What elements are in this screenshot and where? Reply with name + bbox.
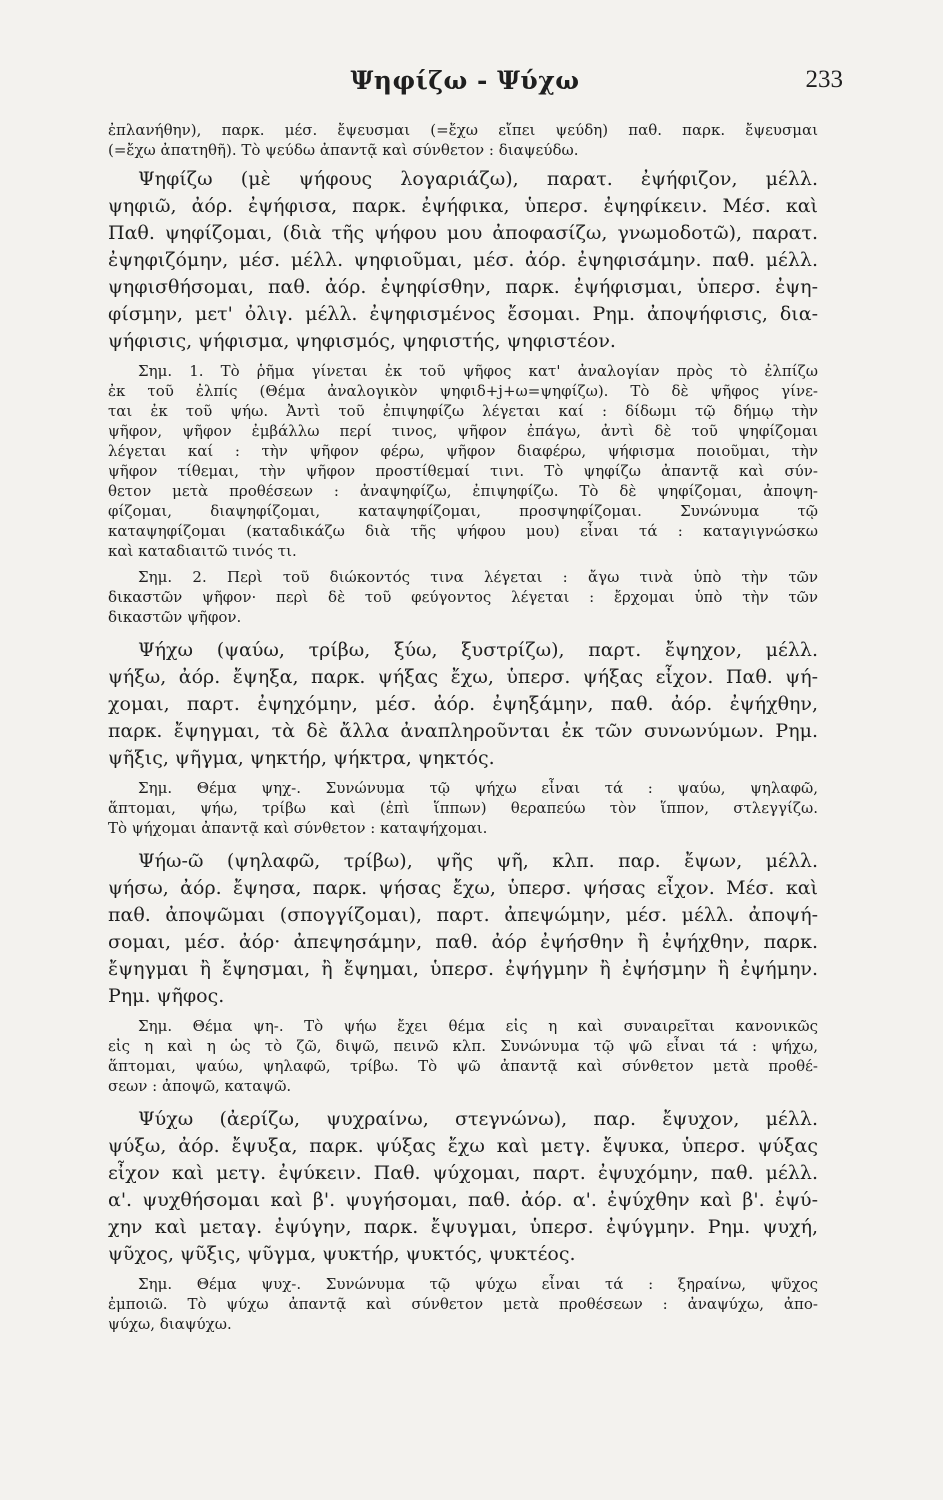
text-line: Ψηφίζω (μὲ ψήφους λογαριάζω), παρατ. ἐψήφιζον, μέλλ. — [138, 168, 818, 190]
paragraph-gap — [108, 1096, 818, 1106]
text-line: (=ἔχω ἀπατηθῆ). Τὸ ψεύδω ἀπαντᾷ καὶ σύνθετον : διαψεύδω. — [108, 141, 579, 159]
text-line: καὶ καταδιαιτῶ τινός τι. — [108, 542, 297, 560]
text-line: ἅπτομαι, ψαύω, ψηλαφῶ, τρίβω. Τὸ ψῶ ἀπαντᾷ καὶ σύνθετον μετὰ προθέ- — [108, 1057, 818, 1075]
entry-paragraph — [108, 166, 818, 355]
text-line: θετον μετὰ προθέσεων : ἀναψηφίζω, ἐπιψηφίζω. Τὸ δὲ ψηφίζομαι, ἀποψη- — [108, 482, 818, 500]
text-line: ψύξω, ἀόρ. ἔψυξα, παρκ. ψύξας ἔχω καὶ μετγ. ἔψυκα, ὑπερσ. ψύξας — [108, 1135, 818, 1157]
text-line: Παθ. ψηφίζομαι, (διὰ τῆς ψήφου μου ἀποφασίζω, γνωμοδοτῶ), παρατ. — [108, 222, 818, 244]
text-line: λέγεται καί : τὴν ψῆφον φέρω, ψῆφον διαφέρω, ψήφισμα ποιοῦμαι, τὴν — [108, 442, 818, 460]
text-line: καταψηφίζομαι (καταδικάζω διὰ τῆς ψήφου μου) εἶναι τά : καταγιγνώσκω — [108, 522, 818, 540]
paragraph-gap — [108, 838, 818, 848]
text-line: ἐμποιῶ. Τὸ ψύχω ἀπαντᾷ καὶ σύνθετον μετὰ προθέσεων : ἀναψύχω, ἀπο- — [108, 1295, 818, 1313]
text-line: ψήξω, ἀόρ. ἔψηξα, παρκ. ψήξας ἔχω, ὑπερσ. ψήξας εἶχον. Παθ. ψή- — [108, 666, 818, 688]
text-line: σομαι, μέσ. ἀόρ· ἀπεψησάμην, παθ. ἀόρ ἐψήσθην ἢ ἐψήχθην, παρκ. — [108, 931, 818, 953]
entry-paragraph — [108, 637, 818, 772]
text-line: Ψήχω (ψαύω, τρίβω, ξύω, ξυστρίζω), παρτ. ἔψηχον, μέλλ. — [138, 639, 818, 661]
text-line: ται ἐκ τοῦ ψήω. Ἀντὶ τοῦ ἐπιψηφίζω λέγεται καί : δίδωμι τῷ δήμῳ τὴν — [108, 402, 818, 420]
text-line: Σημ. Θέμα ψηχ-. Συνώνυμα τῷ ψήχω εἶναι τά : ψαύω, ψηλαφῶ, — [138, 779, 818, 797]
text-line: ψῆφον τίθεμαι, τὴν ψῆφον προστίθεμαί τινι. Τὸ ψηφίζω ἀπαντᾷ καὶ σύν- — [108, 462, 818, 480]
text-line: ψηφισθήσομαι, παθ. ἀόρ. ἐψηφίσθην, παρκ. ἐψήφισμαι, ὑπερσ. ἐψη- — [108, 276, 818, 298]
note-paragraph — [108, 1274, 818, 1334]
text-line: Σημ. 2. Περὶ τοῦ διώκοντός τινα λέγεται : ἄγω τινὰ ὑπὸ τὴν τῶν — [138, 568, 818, 586]
text-line: δικαστῶν ψῆφον· περὶ δὲ τοῦ φεύγοντος λέγεται : ἔρχομαι ὑπὸ τὴν τῶν — [108, 588, 818, 606]
text-line: σεων : ἀποψῶ, καταψῶ. — [108, 1077, 292, 1095]
note-paragraph — [108, 567, 818, 627]
page-number: 233 — [805, 66, 843, 93]
text-line: ἐψηφιζόμην, μέσ. μέλλ. ψηφιοῦμαι, μέσ. ἀόρ. ἐψηφισάμην. παθ. μέλλ. — [108, 249, 818, 271]
text-line: εἰς η καὶ η ὡς τὸ ζῶ, διψῶ, πεινῶ κλπ. Συνώνυμα τῷ ψῶ εἶναι τά : ψήχω, — [108, 1037, 818, 1055]
running-title: Ψηφίζω - Ψύχω — [350, 66, 580, 95]
note-paragraph — [108, 778, 818, 838]
text-line: ψήφισις, ψήφισμα, ψηφισμός, ψηφιστής, ψηφιστέον. — [108, 330, 616, 352]
note-paragraph — [108, 120, 818, 160]
text-line: ἅπτομαι, ψήω, τρίβω καὶ (ἐπὶ ἵππων) θεραπεύω τὸν ἵππον, στλεγγίζω. — [108, 799, 818, 817]
text-line: ψύχω, διαψύχω. — [108, 1315, 232, 1333]
text-line: εἶχον καὶ μετγ. ἐψύκειν. Παθ. ψύχομαι, παρτ. ἐψυχόμην, παθ. μέλλ. — [108, 1162, 818, 1184]
text-line: δικαστῶν ψῆφον. — [108, 608, 242, 626]
text-line: παθ. ἀποψῶμαι (σπογγίζομαι), παρτ. ἀπεψώμην, μέσ. μέλλ. ἀποψή- — [108, 904, 818, 926]
text-line: Ρημ. ψῆφος. — [108, 985, 225, 1007]
note-paragraph — [108, 361, 818, 561]
running-head — [0, 66, 943, 106]
text-body — [108, 120, 818, 1334]
text-line: ἔψηγμαι ἢ ἔψησμαι, ἢ ἔψημαι, ὑπερσ. ἐψήγμην ἢ ἐψήσμην ἢ ἐψήμην. — [108, 958, 818, 980]
entry-paragraph — [108, 1106, 818, 1268]
text-line: ψῆξις, ψῆγμα, ψηκτήρ, ψήκτρα, ψηκτός. — [108, 747, 495, 769]
text-line: Ψήω-ῶ (ψηλαφῶ, τρίβω), ψῆς ψῆ, κλπ. παρ. ἔψων, μέλλ. — [138, 850, 818, 872]
text-line: ἐκ τοῦ ἐλπίς (Θέμα ἀναλογικὸν ψηφιδ+j+ω=ψηφίζω). Τὸ δὲ ψῆφος γίνε- — [108, 382, 818, 400]
text-line: ψηφιῶ, ἀόρ. ἐψήφισα, παρκ. ἐψήφικα, ὑπερσ. ἐψηφίκειν. Μέσ. καὶ — [108, 195, 818, 217]
entry-paragraph — [108, 848, 818, 1010]
text-line: Σημ. 1. Τὸ ῥῆμα γίνεται ἐκ τοῦ ψῆφος κατ' ἀναλογίαν πρὸς τὸ ἐλπίζω — [138, 362, 818, 380]
text-line: φίζομαι, διαψηφίζομαι, καταψηφίζομαι, προσψηφίζομαι. Συνώνυμα τῷ — [108, 502, 818, 520]
paragraph-gap — [108, 627, 818, 637]
text-line: παρκ. ἔψηγμαι, τὰ δὲ ἄλλα ἀναπληροῦνται ἐκ τῶν συνωνύμων. Ρημ. — [108, 720, 818, 742]
text-line: α'. ψυχθήσομαι καὶ β'. ψυγήσομαι, παθ. ἀόρ. α'. ἐψύχθην καὶ β'. ἐψύ- — [108, 1189, 818, 1211]
text-line: ψῦχος, ψῦξις, ψῦγμα, ψυκτήρ, ψυκτός, ψυκτέος. — [108, 1243, 576, 1265]
text-line: φίσμην, μετ' ὀλιγ. μέλλ. ἐψηφισμένος ἔσομαι. Ρημ. ἀποψήφισις, δια- — [108, 303, 818, 325]
text-line: χην καὶ μεταγ. ἐψύγην, παρκ. ἔψυγμαι, ὑπερσ. ἐψύγμην. Ρημ. ψυχή, — [108, 1216, 818, 1238]
text-line: ἐπλανήθην), παρκ. μέσ. ἔψευσμαι (=ἔχω εἴπει ψεύδη) παθ. παρκ. ἔψευσμαι — [108, 121, 818, 139]
text-line: Σημ. Θέμα ψυχ-. Συνώνυμα τῷ ψύχω εἶναι τά : ξηραίνω, ψῦχος — [138, 1275, 818, 1293]
text-line: ψήσω, ἀόρ. ἔψησα, παρκ. ψήσας ἔχω, ὑπερσ. ψήσας εἶχον. Μέσ. καὶ — [108, 877, 818, 899]
text-line: χομαι, παρτ. ἐψηχόμην, μέσ. ἀόρ. ἐψηξάμην, παθ. ἀόρ. ἐψήχθην, — [108, 693, 818, 715]
note-paragraph — [108, 1016, 818, 1096]
text-line: Τὸ ψήχομαι ἀπαντᾷ καὶ σύνθετον : καταψήχομαι. — [108, 819, 488, 837]
text-line: ψῆφον, ψῆφον ἐμβάλλω περί τινος, ψῆφον ἐπάγω, ἀντὶ δὲ τοῦ ψηφίζομαι — [108, 422, 818, 440]
text-line: Ψύχω (ἀερίζω, ψυχραίνω, στεγνώνω), παρ. ἔψυχον, μέλλ. — [138, 1108, 818, 1130]
text-line: Σημ. Θέμα ψη-. Τὸ ψήω ἔχει θέμα εἰς η καὶ συναιρεῖται κανονικῶς — [138, 1017, 818, 1035]
